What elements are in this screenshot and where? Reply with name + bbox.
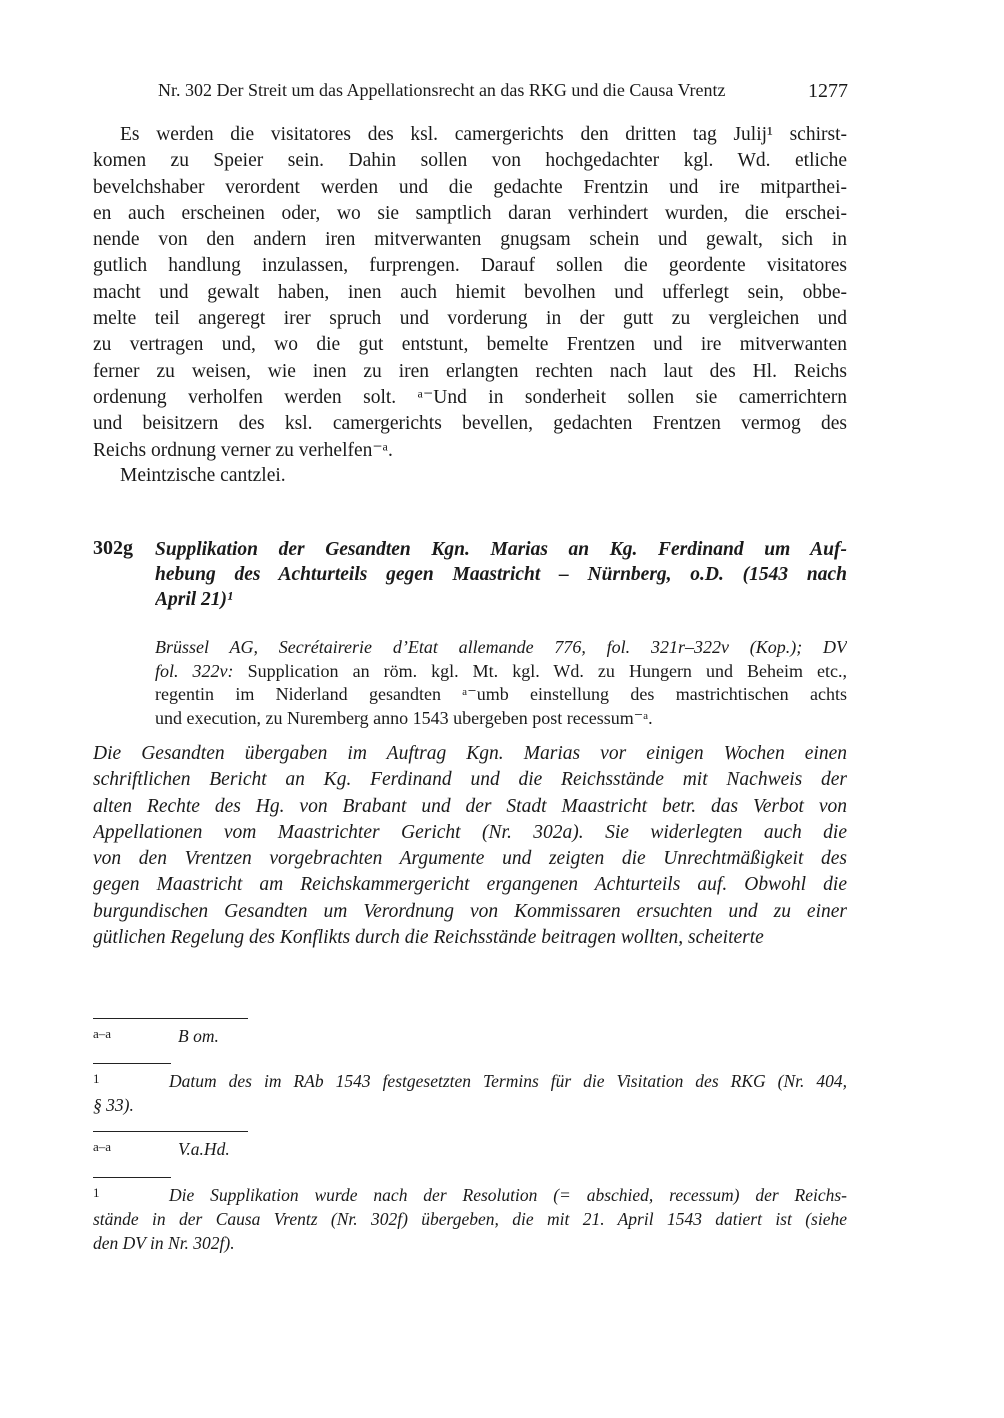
- text-line: en auch erscheinen oder, wo sie samptlich daran verhindert wurden, die erschei-: [93, 202, 847, 224]
- footnote-text: V.a.Hd.: [178, 1139, 230, 1159]
- running-title: Nr. 302 Der Streit um das Appellationsrecht an das RKG und die Causa Vrentz: [158, 80, 726, 100]
- text-line: alten Rechte des Hg. von Brabant und der Stadt Maastricht betr. das Verbot von: [93, 795, 847, 817]
- source-roman: regentin im Niderland gesandten ᵃ⁻umb einstellung des mastrichtischen achts: [155, 684, 847, 704]
- footnote-text: stände in der Causa Vrentz (Nr. 302f) übergeben, die mit 21. April 1543 datiert ist (siehe: [93, 1209, 847, 1229]
- footnote: [93, 1181, 847, 1255]
- text-line: macht und gewalt haben, inen auch hiemit bevolhen und ufferlegt sein, obbe-: [93, 281, 847, 303]
- footnote-line: [93, 1135, 847, 1161]
- footnote-rule: [93, 1131, 248, 1132]
- source-roman: Supplication an röm. kgl. Mt. kgl. Wd. zu Hungern und Beheim etc.,: [247, 660, 847, 681]
- footnote-line: [93, 1022, 847, 1048]
- footnote-mark: 1: [93, 1071, 100, 1086]
- footnote: [93, 1067, 847, 1117]
- text-line: burgundischen Gesandten um Verordnung von Kommissaren ersuchten und zu einer: [93, 900, 847, 922]
- text-line: Supplikation der Gesandten Kgn. Marias an Kg. Ferdinand um Auf-: [155, 539, 847, 560]
- text-line: bevelchshaber verordent werden und die gedachte Frentzin und ire mitparthei-: [93, 176, 847, 198]
- text-line: hebung des Achturteils gegen Maastricht – Nürnberg, o.D. (1543 nach: [155, 564, 847, 585]
- page-number: 1277: [808, 80, 848, 102]
- text-line: und beisitzern des ksl. camergerichts bevellen, gedachten Frentzen vermog des: [93, 413, 847, 435]
- text-line: gütlichen Regelung des Konflikts durch die Reichsstände beitragen wollten, scheiterte: [93, 927, 764, 949]
- footnote-line: [93, 1207, 847, 1231]
- source-description: [155, 636, 847, 730]
- footnote-line: [93, 1067, 847, 1093]
- footnote-text: Datum des im RAb 1543 festgesetzten Termins für die Visitation des RKG (Nr. 404,: [169, 1071, 847, 1091]
- text-line: melte teil angeregt irer spruch und vorderung in der gutt zu vergleichen und: [93, 308, 847, 330]
- text-line: Appellationen vom Maastrichter Gericht (Nr. 302a). Sie widerlegten auch die: [93, 821, 847, 843]
- source-line: [155, 636, 847, 660]
- text-line: Es werden die visitatores des ksl. camergerichts den dritten tag Julij¹ schirst-: [120, 124, 847, 145]
- footnote-rule: [93, 1177, 171, 1178]
- running-header: [158, 80, 848, 101]
- footnote-line: [93, 1181, 847, 1207]
- source-italic: Brüssel AG, Secrétairerie d’Etat allemande 776, fol. 321r–322v (Kop.); DV: [155, 637, 847, 657]
- footnote-mark: 1: [93, 1185, 100, 1200]
- source-italic: fol. 322v:: [155, 660, 248, 681]
- section-number: 302g: [93, 537, 133, 559]
- text-line: nende von den andern iren mitverwanten gnugsam schein und gewalt, sich in: [93, 229, 847, 251]
- text-line: gutlich handlung inzulassen, furprengen. Darauf sollen die geordente visitatores: [93, 255, 847, 277]
- footnote-line: [93, 1093, 847, 1117]
- closing-line: Meintzische cantzlei.: [120, 465, 286, 486]
- footnote: [93, 1022, 847, 1048]
- summary-paragraph: [93, 741, 847, 951]
- text-line: Reichs ordnung verner zu verhelfen⁻ᵃ.: [93, 439, 393, 461]
- footnote-line: [93, 1231, 847, 1255]
- footnote-mark: a–a: [93, 1139, 112, 1154]
- text-line: Die Gesandten übergaben im Auftrag Kgn. Marias vor einigen Wochen einen: [93, 743, 847, 764]
- text-line: schriftlichen Bericht an Kg. Ferdinand und die Reichsstände mit Nachweis der: [93, 769, 847, 791]
- main-paragraph: [93, 122, 847, 464]
- footnote: [93, 1135, 847, 1161]
- text-line: komen zu Speier sein. Dahin sollen von hochgedachter kgl. Wd. etliche: [93, 150, 847, 172]
- footnote-rule: [93, 1018, 248, 1019]
- source-line: [155, 707, 847, 731]
- source-line: [155, 660, 847, 684]
- footnote-mark: a–a: [93, 1026, 112, 1041]
- footnote-text: § 33).: [93, 1095, 134, 1115]
- source-roman: und execution, zu Nuremberg anno 1543 ubergeben post recessum⁻ᵃ.: [155, 707, 653, 728]
- text-line: von den Vrentzen vorgebrachten Argumente und zeigten die Unrechtmäßigkeit des: [93, 848, 847, 870]
- footnote-rule: [93, 1063, 171, 1064]
- footnote-text: den DV in Nr. 302f).: [93, 1233, 235, 1253]
- text-line: April 21)¹: [155, 589, 233, 610]
- footnote-text: B om.: [178, 1026, 219, 1046]
- source-line: [155, 683, 847, 707]
- footnote-text: Die Supplikation wurde nach der Resolution (= abschied, recessum) der Reichs-: [169, 1185, 847, 1205]
- text-line: gegen Maastricht am Reichskammergericht ergangenen Achturteils auf. Obwohl die: [93, 874, 847, 896]
- text-line: ordenung verholfen werden solt. ᵃ⁻Und in sonderheit sollen sie camerrichtern: [93, 386, 847, 408]
- section-title: [155, 537, 847, 612]
- text-line: ferner zu weisen, wie inen zu iren erlangten rechten nach laut des Hl. Reichs: [93, 360, 847, 382]
- text-line: zu vertragen und, wo die gut entstunt, bemelte Frentzen und ire mitverwanten: [93, 334, 847, 356]
